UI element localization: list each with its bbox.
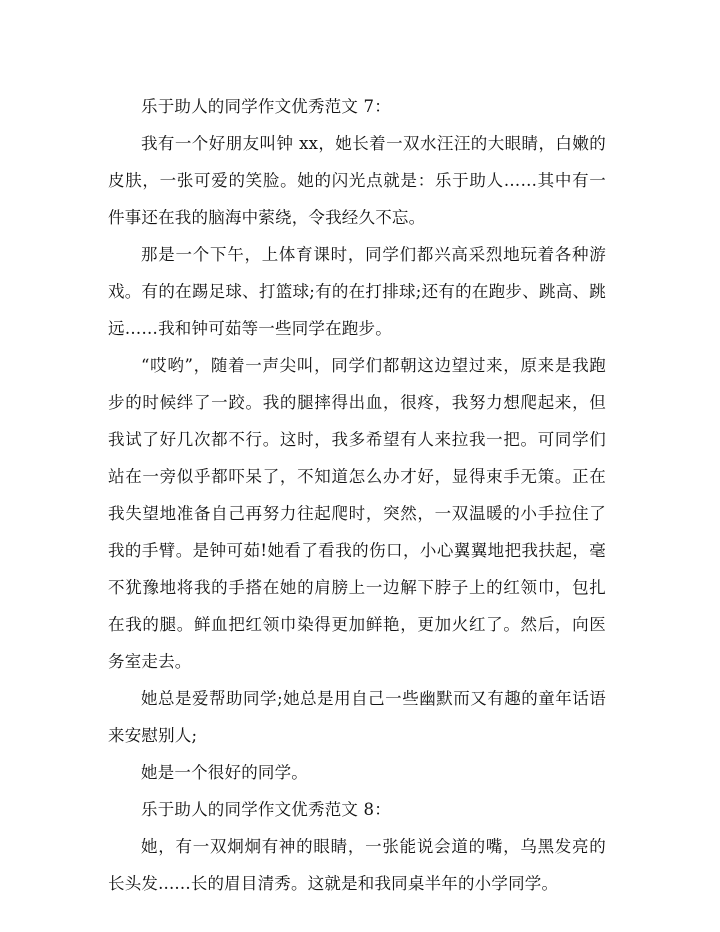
- paragraph-helpful: 她总是爱帮助同学;她总是用自己一些幽默而又有趣的童年话语来安慰别人;: [108, 689, 606, 745]
- paragraph-fall: “哎哟”，随着一声尖叫，同学们都朝这边望过来，原来是我跑步的时候绊了一跤。我的腿摔得出血，很疼，我努力想爬起来，但我试了好几次都不行。这时，我多希望有人来拉我一把。可同学们站在一旁似乎都吓呆了，不知道怎么办才好，显得束手无策。正在我失望地准备自己再努力往起爬时，突然，一双温暖的小手拉住了我的手臂。是钟可茹!她看了看我的伤口，小心翼翼地把我扶起，毫不犹豫地将我的手搭在她的肩膀上一边解下脖子上的红领巾，包扎在我的腿。鲜血把红领巾染得更加鲜艳，更加火红了。然后，向医务室走去。: [108, 356, 606, 671]
- paragraph-good-classmate: 她是一个很好的同学。: [141, 763, 308, 782]
- paragraph-intro: 我有一个好朋友叫钟 xx，她长着一双水汪汪的大眼睛，白嫩的皮肤，一张可爱的笑脸。她的闪光点就是：乐于助人……其中有一件事还在我的脑海中萦绕，令我经久不忘。: [108, 134, 606, 227]
- essay-heading-8: 乐于助人的同学作文优秀范文 8：: [141, 800, 391, 819]
- document-body: [108, 88, 606, 902]
- paragraph-deskmate: 她，有一双炯炯有神的眼睛，一张能说会道的嘴，乌黑发亮的长头发......长的眉目清秀。这就是和我同桌半年的小学同学。: [108, 837, 606, 893]
- essay-heading-7: 乐于助人的同学作文优秀范文 7：: [141, 97, 391, 116]
- paragraph-afternoon: 那是一个下午，上体育课时，同学们都兴高采烈地玩着各种游戏。有的在踢足球、打篮球;有的在打排球;还有的在跑步、跳高、跳远……我和钟可茹等一些同学在跑步。: [108, 245, 606, 338]
